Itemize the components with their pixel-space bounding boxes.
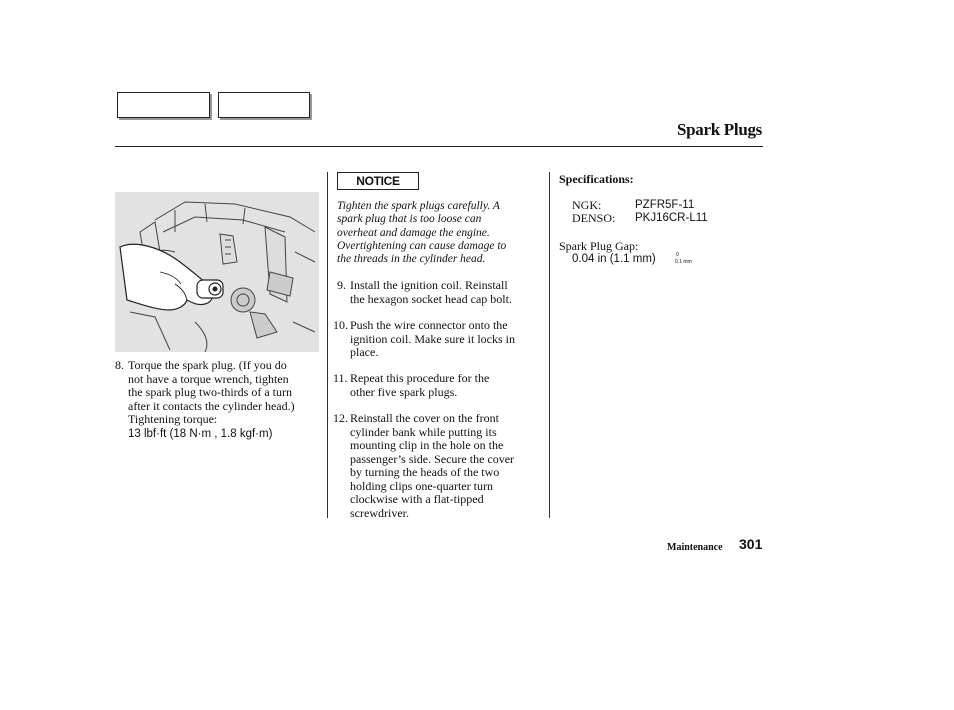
gap-tolerance-bottom: 0.1 mm [675, 259, 692, 265]
footer-section: Maintenance [667, 542, 723, 553]
spec-heading: Specifications: [559, 172, 634, 186]
step-number: 10. [333, 318, 348, 332]
step-text-line: other five spark plugs. [350, 384, 458, 399]
step-text-line: Torque the spark plug. (If you do [128, 358, 287, 372]
step-text-line: mounting clip in the hole on the [350, 438, 504, 452]
notice-line: Tighten the spark plugs carefully. A [337, 200, 500, 212]
page-title: Spark Plugs [676, 120, 762, 139]
notice-line: Overtightening can cause damage to [337, 239, 507, 252]
step-text-line: not have a torque wrench, tighten [128, 371, 289, 386]
gap-label: Spark Plug Gap: [559, 239, 639, 253]
spark-plug-illustration [115, 192, 319, 352]
step-text-line: by turning the heads of the two [350, 465, 500, 479]
step-number: 12. [333, 411, 348, 425]
column-divider-left [327, 172, 328, 518]
denso-value: PKJ16CR-L11 [635, 212, 708, 224]
step-text-line: cylinder bank while putting its [350, 424, 497, 439]
notice-line: overheat and damage the engine. [337, 226, 490, 239]
torque-value: 13 lbf·ft (18 N·m , 1.8 kgf·m) [128, 427, 273, 440]
step-text-line: the hexagon socket head cap bolt. [350, 291, 512, 306]
step-text-line: passenger’s side. Secure the cover [350, 451, 515, 466]
step-number: 8. [115, 358, 124, 372]
step-text-line: place. [350, 345, 379, 359]
notice-line: the threads in the cylinder head. [337, 253, 486, 266]
notice-line: spark plug that is too loose can [337, 213, 482, 226]
ngk-value: PZFR5F-11 [635, 199, 695, 211]
gap-tolerance-top: 0 [676, 252, 679, 258]
step-text-line: Install the ignition coil. Reinstall [350, 278, 508, 292]
step-text-line: Tightening torque: [128, 412, 218, 426]
hand-torque-wrench-icon [115, 192, 319, 352]
notice-text [337, 200, 537, 266]
header-rule [115, 146, 763, 147]
page-number: 301 [739, 536, 763, 552]
step-text-line: Reinstall the cover on the front [350, 411, 499, 425]
step-text-line: the spark plug two-thirds of a turn [128, 385, 292, 399]
step-text-line: ignition coil. Make sure it locks in [350, 331, 515, 346]
step-text-line: clockwise with a flat-tipped [350, 492, 484, 506]
step-text-line: holding clips one-quarter turn [350, 478, 493, 493]
denso-label: DENSO: [572, 211, 616, 225]
gap-value: 0.04 in (1.1 mm) [572, 253, 656, 265]
step-text-line: Repeat this procedure for the [350, 371, 490, 385]
step-number: 11. [333, 371, 348, 385]
step-number: 9. [337, 278, 346, 292]
nav-button-next[interactable] [218, 92, 310, 118]
notice-label: NOTICE [337, 172, 419, 190]
nav-button-prev[interactable] [117, 92, 210, 118]
step-text-line: Push the wire connector onto the [350, 318, 508, 332]
ngk-label: NGK: [572, 198, 602, 212]
step-text-line: screwdriver. [350, 505, 409, 520]
step-text-line: after it contacts the cylinder head.) [128, 398, 295, 413]
column-divider-right [549, 172, 550, 518]
